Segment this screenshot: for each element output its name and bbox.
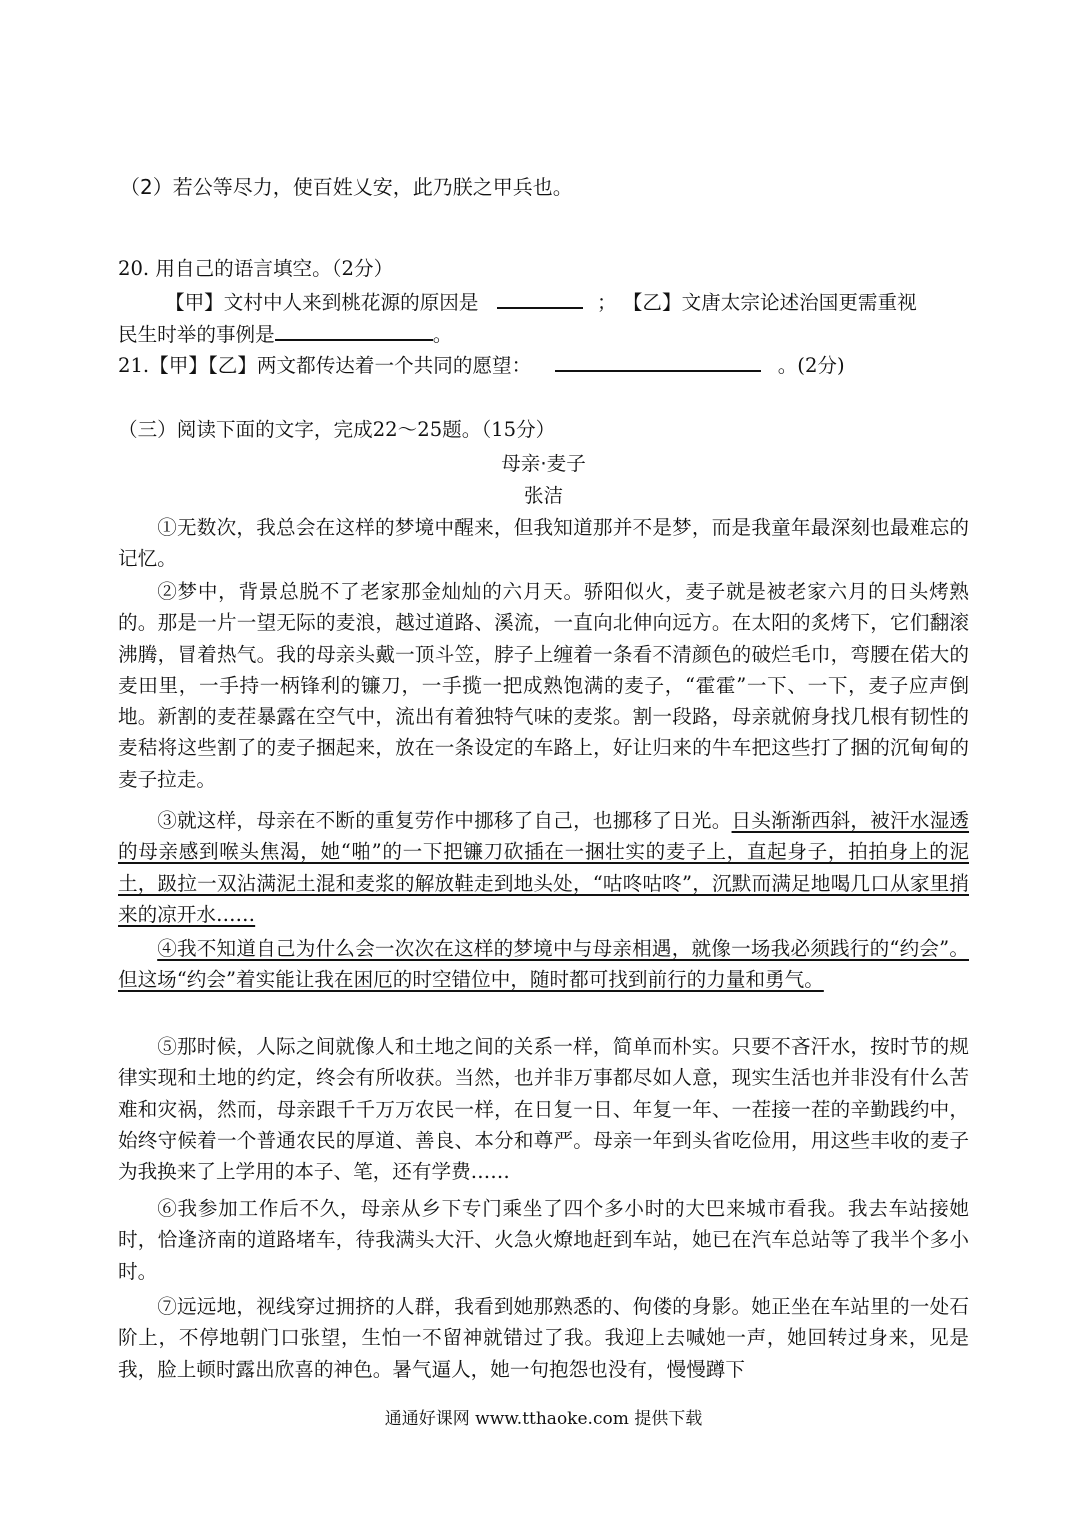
paragraph-4-underlined: ④我不知道自己为什么会一次次在这样的梦境中与母亲相遇，就像一场我必须践行的“约会”。但这场“约会”着实能让我在困厄的时空错位中，随时都可找到前行的力量和勇气。	[118, 937, 969, 992]
question-20-line-1	[165, 287, 917, 318]
question-20-end: 。	[432, 323, 453, 346]
article-author: 张洁	[523, 484, 564, 507]
answer-blank-2[interactable]	[275, 319, 433, 341]
answer-blank-1[interactable]	[497, 287, 583, 309]
question-20-part-1: 【甲】文村中人来到桃花源的原因是	[165, 291, 479, 314]
question-21-text: 21.【甲】【乙】两文都传达着一个共同的愿望：	[118, 354, 532, 377]
question-20-line-2	[118, 319, 452, 350]
paragraph-3	[118, 805, 969, 930]
paragraph-3-underlined: 日头渐渐西斜，被汗水湿透的母亲感到喉头焦渴，她“啪”的一下把镰刀砍插在一捆壮实的麦子上，直起身子，拍拍身上的泥土，趿拉一双沾满泥土混和麦浆的解放鞋走到地头处，“咕咚咕咚”，沉默而满足地喝几口从家里捎来的凉开水……	[118, 809, 970, 926]
question-20-heading: 20. 用自己的语言填空。（2分）	[118, 257, 394, 280]
paragraph-5: ⑤那时候，人际之间就像人和土地之间的关系一样，简单而朴实。只要不吝汗水，按时节的规律实现和土地的约定，终会有所收获。当然，也并非万事都尽如人意，现实生活也并非没有什么苦难和灾祸，然而，母亲跟千千万万农民一样，在日复一日、年复一年、一茬接一茬的辛勤践约中，始终守候着一个普通农民的厚道、善良、本分和尊严。母亲一年到头省吃俭用，用这些丰收的麦子为我换来了上学用的本子、笔，还有学费……	[118, 1035, 969, 1184]
answer-blank-3[interactable]	[555, 350, 761, 372]
section-3-heading: （三）阅读下面的文字，完成22～25题。（15分）	[118, 418, 556, 441]
question-21	[118, 350, 845, 381]
paragraph-7: ⑦远远地，视线穿过拥挤的人群，我看到她那熟悉的、佝偻的身影。她正坐在车站里的一处石阶上，不停地朝门口张望，生怕一不留神就错过了我。我迎上去喊她一声，她回转过身来，见是我，脸上顿时露出欣喜的神色。暑气逼人，她一句抱怨也没有，慢慢蹲下	[118, 1295, 969, 1381]
paragraph-2: ②梦中，背景总脱不了老家那金灿灿的六月天。骄阳似火，麦子就是被老家六月的日头烤熟的。那是一片一望无际的麦浪，越过道路、溪流，一直向北伸向远方。在太阳的炙烤下，它们翻滚沸腾，冒着热气。我的母亲头戴一顶斗笠，脖子上缠着一条看不清颜色的破烂毛巾，弯腰在偌大的麦田里，一手持一柄锋利的镰刀，一手揽一把成熟饱满的麦子，“霍霍”一下、一下，麦子应声倒地。新割的麦茬暴露在空气中，流出有着独特气味的麦浆。割一段路，母亲就俯身找几根有韧性的麦秸将这些割了的麦子捆起来，放在一条设定的车路上，好让归来的牛车把这些打了捆的沉甸甸的麦子拉走。	[118, 580, 969, 791]
question-20-part-3: 民生时举的事例是	[118, 323, 275, 346]
page-footer: 通通好课网 www.tthaoke.com 提供下载	[384, 1409, 703, 1429]
paragraph-6: ⑥我参加工作后不久，母亲从乡下专门乘坐了四个多小时的大巴来城市看我。我去车站接她时，恰逢济南的道路堵车，待我满头大汗、火急火燎地赶到车站，她已在汽车总站等了我半个多小时。	[118, 1197, 969, 1283]
paragraph-1: ①无数次，我总会在这样的梦境中醒来，但我知道那并不是梦，而是我童年最深刻也最难忘的记忆。	[118, 516, 969, 571]
paragraph-4	[118, 933, 969, 996]
article-title: 母亲·麦子	[501, 452, 586, 475]
question-20-separator: ；	[596, 291, 617, 314]
question-21-end: 。(2分)	[777, 354, 845, 377]
question-19-part-2: （2）若公等尽力，使百姓乂安，此乃朕之甲兵也。	[120, 175, 573, 199]
question-20-part-2: 【乙】文唐太宗论述治国更需重视	[622, 291, 917, 314]
paragraph-3-plain: ③就这样，母亲在不断的重复劳作中挪移了自己，也挪移了日光。	[157, 809, 732, 832]
